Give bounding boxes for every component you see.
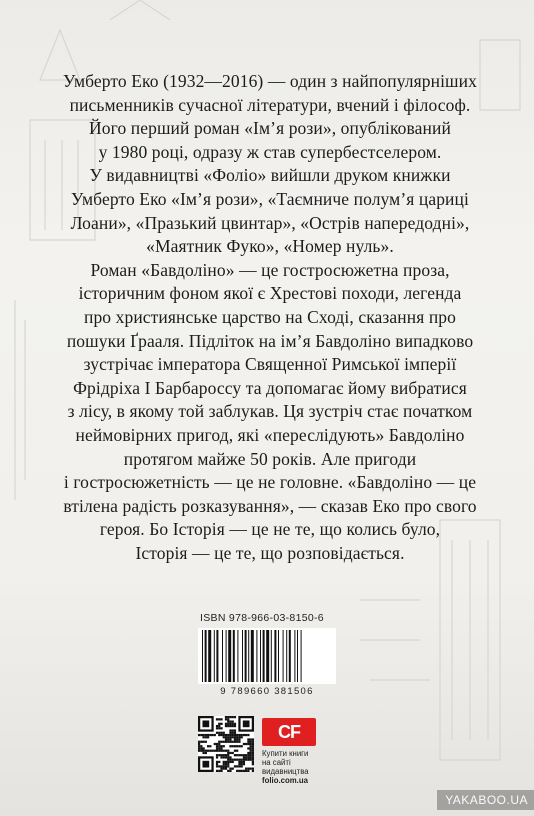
- publisher-site-link[interactable]: folio.com.ua: [262, 776, 308, 785]
- text-line: і гостросюжетність — це не головне. «Бавдоліно — це: [63, 472, 477, 493]
- text-line: з лісу, в якому той заблукав. Ця зустріч стає початком: [67, 401, 473, 422]
- buy-text-line: на сайті: [262, 758, 291, 767]
- text-line: про християнське царство на Сході, сказання про: [83, 306, 457, 327]
- text-line: пошуки Ґрааля. Підліток на ім’я Бавдоліно випадково: [66, 330, 474, 351]
- qr-code[interactable]: [198, 716, 254, 772]
- store-watermark: YAKABOO.UA: [437, 790, 534, 810]
- text-line: героя. Бо Історія — це не те, що колись було,: [99, 519, 441, 540]
- text-line: Лоани», «Празький цвинтар», «Острів напередодні»,: [70, 212, 470, 233]
- buy-text-line: видавництва: [262, 767, 309, 776]
- barcode-digits: 9 789660 381506: [220, 686, 314, 697]
- paragraph-author: [50, 70, 490, 164]
- text-line: У видавництві «Фоліо» вийшли друком книжки: [89, 165, 451, 186]
- paragraph-publisher-books: [50, 164, 490, 258]
- buy-books-note: [262, 749, 342, 785]
- text-line: Історія — це те, що розповідається.: [135, 542, 405, 563]
- publisher-logo: CF: [262, 718, 316, 746]
- text-line: Фрідріха І Барбароссу та допомагає йому вибратися: [73, 377, 467, 398]
- text-line: втілена радість розказування», — сказав Еко про свого: [63, 495, 477, 516]
- book-description: [50, 70, 490, 565]
- text-line: протягом майже 50 років. Але пригоди: [123, 448, 417, 469]
- text-line: Умберто Еко (1932—2016) — один з найпопулярніших: [63, 71, 477, 91]
- barcode: [198, 628, 336, 684]
- text-line: неймовірних пригод, які «переслідують» Бавдоліно: [75, 424, 465, 445]
- text-line: «Маятник Фуко», «Номер нуль».: [146, 236, 394, 257]
- text-line: історичним фоном якої є Хрестові походи, легенда: [78, 283, 462, 304]
- text-line: Умберто Еко «Ім’я рози», «Таємниче полум’я цариці: [71, 188, 469, 209]
- text-line: Роман «Бавдоліно» — це гостросюжетна проза,: [90, 259, 450, 280]
- paragraph-novel-summary: [50, 259, 490, 566]
- text-line: у 1980 році, одразу ж став супербестселером.: [98, 141, 442, 162]
- text-line: зустрічає імператора Священної Римської імперії: [83, 354, 457, 375]
- buy-text-line: Купити книги: [262, 749, 309, 758]
- isbn-number: ISBN 978-966-03-8150-6: [200, 612, 324, 624]
- text-line: Його перший роман «Ім’я рози», опублікований: [89, 118, 451, 139]
- text-line: письменників сучасної літератури, вчений і філософ.: [69, 94, 471, 115]
